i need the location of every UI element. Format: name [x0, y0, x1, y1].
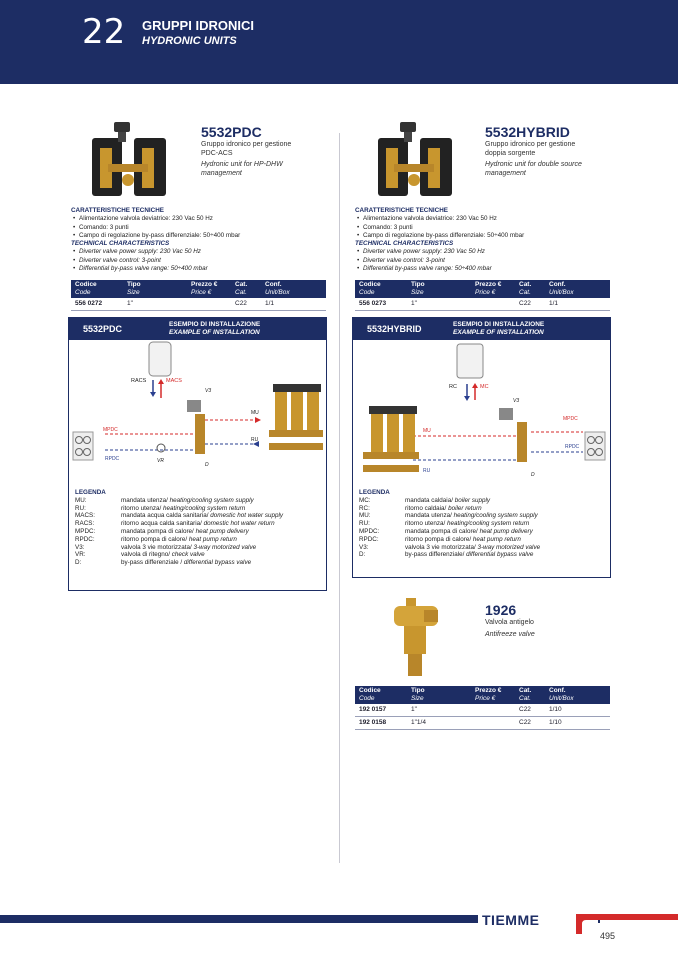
legend: LEGENDA MC: mandata caldaia/ boiler supply RC: ritorno caldaia/ boiler return MU: mandata utenza/ heating/cooling system supply RU: ritorno utenza/ heating/cooling system return MPDC: mandata pompa di calore/ heat pump delivery RPDC: ritorno pompa di calore/ heat pump return V3: valvola 3 vie motorizzata/ 3-way motorized valve D: by-pass differenziale/ differential bypass valve	[359, 489, 541, 559]
technical-specs: CARATTERISTICHE TECNICHE • Alimentazione valvola deviatrice: 230 Vac 50 Hz • Comando: 3 punti • Campo di regolazione by-pass differenziale: 50÷400 mbar TECHNICAL CHARACTERISTICS • Diverter valve power supply: 230 Vac 50 Hz • Diverter valve control: 3-point • Differential by-pass valve range: 50÷400 mbar	[71, 207, 331, 273]
section-title: GRUPPI IDRONICI	[142, 18, 254, 33]
table-row: 192 0157 1" C22 1/10	[355, 704, 610, 717]
installation-example-box: 5532PDC ESEMPIO DI INSTALLAZIONE EXAMPLE OF INSTALLATION RACS MACS V3 MU RU MPDC RPDC VR D LEGENDA MU: mandata utenza/ heating/cooling system supply RU: ritorno utenza/ heating/cooling system return MACS: mandata acqua calda sanitaria/ domestic hot water supply RACS: ritorno acqua calda sanitaria/ domestic hot water return MPDC: mandata pompa di calore/ heat pump delivery RPDC: ritorno pompa di calore/ heat pump return V3: valvola 3 vie motorizzata/ 3-way motorized valve VR: valvola di ritegno/ check valve D: by-pass differenziale / differential bypass valve	[68, 317, 327, 591]
installation-diagram	[353, 340, 610, 490]
table-row: 556 0272 1" C22 1/1	[71, 298, 326, 311]
product-name: 5532PDC	[201, 124, 262, 140]
product-name: 1926	[485, 602, 517, 618]
price-table: Codice Code Tipo Size Prezzo € Price € Cat. Cat. Conf. Unit/Box 556 0272 1" C22 1/1	[71, 280, 326, 311]
product-desc-en: Hydronic unit for double source management	[485, 161, 582, 177]
svg-text:RU: RU	[251, 437, 259, 443]
product-image-5532pdc	[88, 120, 172, 200]
svg-text:RC: RC	[449, 384, 457, 390]
section-number: 22	[82, 12, 126, 52]
svg-text:V3: V3	[513, 398, 520, 404]
installation-diagram	[69, 340, 326, 490]
svg-text:D: D	[205, 462, 209, 468]
svg-text:MU: MU	[423, 428, 431, 434]
table-row: 192 0158 1"1/4 C22 1/10	[355, 717, 610, 730]
svg-text:RPDC: RPDC	[565, 444, 580, 450]
svg-text:MU: MU	[251, 410, 259, 416]
legend: LEGENDA MU: mandata utenza/ heating/cooling system supply RU: ritorno utenza/ heating/cooling system return MACS: mandata acqua calda sanitaria/ domestic hot water supply RACS: ritorno acqua calda sanitaria/ domestic hot water return MPDC: mandata pompa di calore/ heat pump delivery RPDC: ritorno pompa di calore/ heat pump return V3: valvola 3 vie motorizzata/ 3-way motorized valve VR: valvola di ritegno/ check valve D: by-pass differenziale / differential bypass valve	[75, 489, 284, 567]
product-desc-it: Gruppo idronico per gestione doppia sorgente	[485, 141, 576, 157]
product-desc-it: Valvola antigelo	[485, 619, 534, 626]
svg-text:RU: RU	[423, 468, 431, 474]
svg-text:MPDC: MPDC	[563, 416, 578, 422]
price-table: Codice Code Tipo Size Prezzo € Price € Cat. Cat. Conf. Unit/Box 556 0273 1" C22 1/1	[355, 280, 610, 311]
section-subtitle: HYDRONIC UNITS	[142, 35, 237, 47]
table-row: 556 0273 1" C22 1/1	[355, 298, 610, 311]
svg-text:RACS: RACS	[131, 378, 147, 384]
svg-text:MPDC: MPDC	[103, 427, 118, 433]
installation-example-box: 5532HYBRID ESEMPIO DI INSTALLAZIONE EXAMPLE OF INSTALLATION RC MC V3 MU RU MPDC RPDC D LEGENDA MC: mandata caldaia/ boiler supply RC: ritorno caldaia/ boiler return MU: mandata utenza/ heating/cooling system supply RU: ritorno utenza/ heating/cooling system return MPDC: mandata pompa di calore/ heat pump delivery RPDC: ritorno pompa di calore/ heat pump return V3: valvola 3 vie motorizzata/ 3-way motorized valve D: by-pass differenziale/ differential bypass valve	[352, 317, 611, 578]
product-image-5532hybrid	[374, 120, 458, 200]
svg-text:MC: MC	[480, 384, 489, 390]
product-desc-en: Hydronic unit for HP-DHW management	[201, 161, 283, 177]
price-table: Codice Code Tipo Size Prezzo € Price € Cat. Cat. Conf. Unit/Box 192 0157 1" C22 1/10 192 0158 1"1/4 C22 1/10	[355, 686, 610, 730]
product-desc-it: Gruppo idronico per gestione PDC-ACS	[201, 141, 292, 157]
svg-text:V3: V3	[205, 388, 212, 394]
product-desc-en: Antifreeze valve	[485, 631, 535, 638]
product-image-1926	[388, 598, 444, 678]
technical-specs: CARATTERISTICHE TECNICHE • Alimentazione valvola deviatrice: 230 Vac 50 Hz • Comando: 3 punti • Campo di regolazione by-pass differenziale: 50÷400 mbar TECHNICAL CHARACTERISTICS • Diverter valve power supply: 230 Vac 50 Hz • Diverter valve control: 3-point • Differential by-pass valve range: 50÷400 mbar	[355, 207, 615, 273]
product-name: 5532HYBRID	[485, 124, 570, 140]
page-header	[0, 0, 678, 84]
brand-logo: TIEMME	[478, 910, 598, 930]
svg-text:D: D	[531, 472, 535, 478]
svg-text:VR: VR	[157, 458, 164, 464]
svg-text:MACS: MACS	[166, 378, 182, 384]
footer-red-accent	[576, 912, 678, 936]
page-number: 495	[600, 931, 616, 941]
column-divider	[339, 133, 340, 863]
svg-text:RPDC: RPDC	[105, 456, 120, 462]
